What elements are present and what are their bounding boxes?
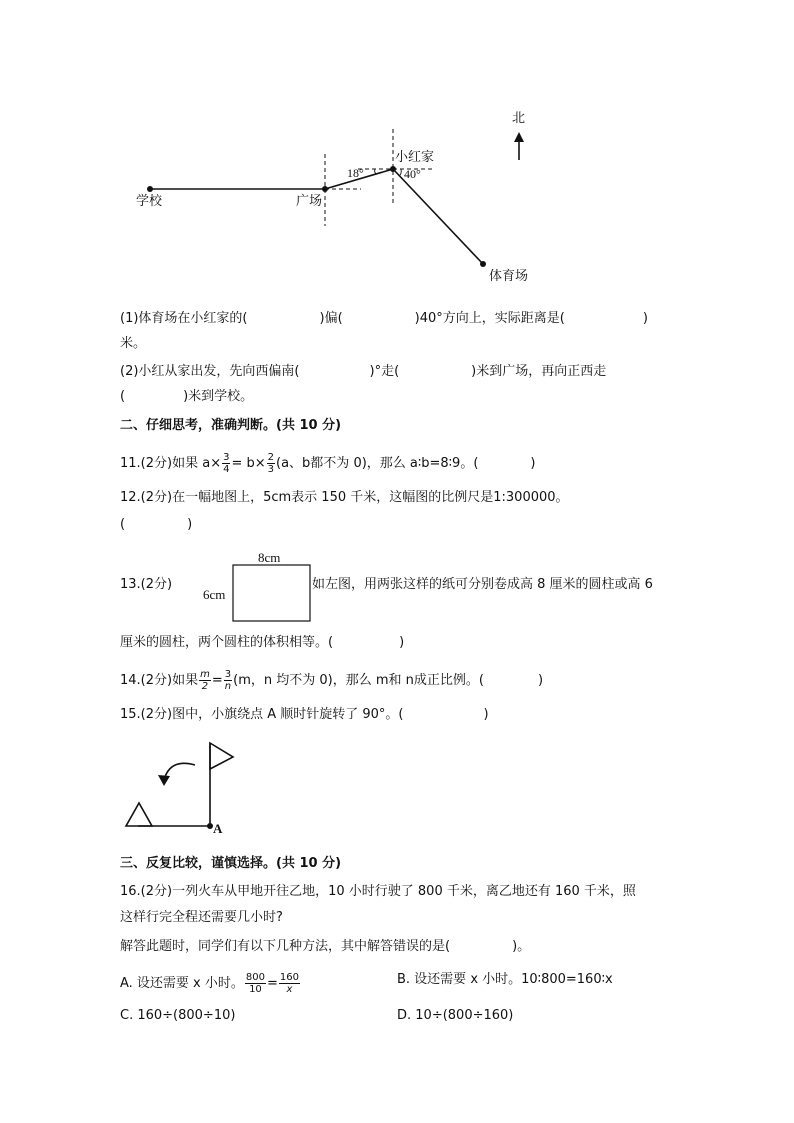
angle-18-label: 18° <box>347 166 364 180</box>
q13-prefix: 13.(2分) <box>120 577 173 592</box>
home-point <box>390 166 396 172</box>
paper-rectangle <box>233 565 310 621</box>
q14-line: 14.(2分)如果 $\frac{m}{2}$ = $\frac{3}{n}$ (m，n 均不为 0)，那么 m和 n成正比例。( ) <box>120 669 544 692</box>
q16-line2: 这样行完全程还需要几小时? <box>120 910 283 925</box>
q11-line: 11.(2分)如果 a× $\frac{3}{4}$ = b× $\frac{2}{3}$ (a、b都不为 0)，那么 a∶b=8∶9。( ) <box>120 452 536 475</box>
q10-part2-line: (2)小红从家出发，先向西偏南( )°走( )米到广场，再向正西走 <box>120 364 607 379</box>
q16-option-d: D. 10÷(800÷160) <box>397 1008 514 1023</box>
q11-fraction-1: $\frac{3}{4}$ <box>223 452 230 475</box>
q16-option-b: B. 设还需要 x 小时。10∶800=160∶x <box>397 972 613 987</box>
section3-heading: 三、反复比较，谨慎选择。(共 10 分) <box>120 856 342 871</box>
q11-fraction-2: $\frac{2}{3}$ <box>267 452 275 475</box>
q12-line: 12.(2分)在一幅地图上，5cm表示 150 千米，这幅图的比例尺是1:300000。 <box>120 490 569 505</box>
optA-fraction-2: $\frac{160}{x}$ <box>279 972 299 995</box>
section2-heading: 二、仔细思考，准确判断。(共 10 分) <box>120 418 342 433</box>
rect-width-label: 8cm <box>258 550 281 565</box>
q14-fraction-2: $\frac{3}{n}$ <box>224 669 232 692</box>
rotated-flag-triangle <box>126 803 152 826</box>
q13-text-line2: 厘米的圆柱，两个圆柱的体积相等。( ) <box>120 635 405 650</box>
q12-answer: ( ) <box>120 517 193 532</box>
q16-line3: 解答此题时，同学们有以下几种方法，其中解答错误的是( )。 <box>120 939 531 954</box>
stadium-label: 体育场 <box>489 269 529 284</box>
angle-arc-left <box>375 169 376 174</box>
square-point <box>322 186 328 192</box>
point-a-label: A <box>213 821 223 836</box>
q10-part1-cont: 米。 <box>120 336 147 351</box>
q16-line1: 16.(2分)一列火车从甲地开往乙地，10 小时行驶了 800 千米，离乙地还有 160 千米，照 <box>120 884 636 899</box>
north-arrow-icon <box>514 132 524 160</box>
flag-rotation-figure <box>126 743 233 829</box>
school-label: 学校 <box>136 194 163 209</box>
angle-40-label: 40° <box>404 167 421 181</box>
q15-line: 15.(2分)图中，小旗绕点 A 顺时针旋转了 90°。( ) <box>120 707 489 722</box>
north-label: 北 <box>512 111 526 126</box>
school-point <box>147 186 153 192</box>
q16-option-c: C. 160÷(800÷10) <box>120 1008 236 1023</box>
q10-part2-cont: ( )米到学校。 <box>120 389 254 404</box>
home-to-stadium-line <box>393 169 483 264</box>
q14-fraction-1: $\frac{m}{2}$ <box>200 669 210 692</box>
home-label: 小红家 <box>395 150 435 165</box>
stadium-point <box>480 261 486 267</box>
q10-part1-line: (1)体育场在小红家的( )偏( )40°方向上，实际距离是( ) <box>120 311 648 326</box>
q13-text-line1: 如左图，用两张这样的纸可分别卷成高 8 厘米的圆柱或高 6 <box>312 577 653 592</box>
optA-fraction-1: $\frac{800}{10}$ <box>245 972 265 995</box>
q16-option-a: A. 设还需要 x 小时。 $\frac{800}{10}$ = $\frac{160}{x}$ <box>120 972 299 995</box>
rect-height-label: 6cm <box>203 587 226 602</box>
square-label: 广场 <box>296 194 323 209</box>
flag-triangle <box>210 743 233 769</box>
